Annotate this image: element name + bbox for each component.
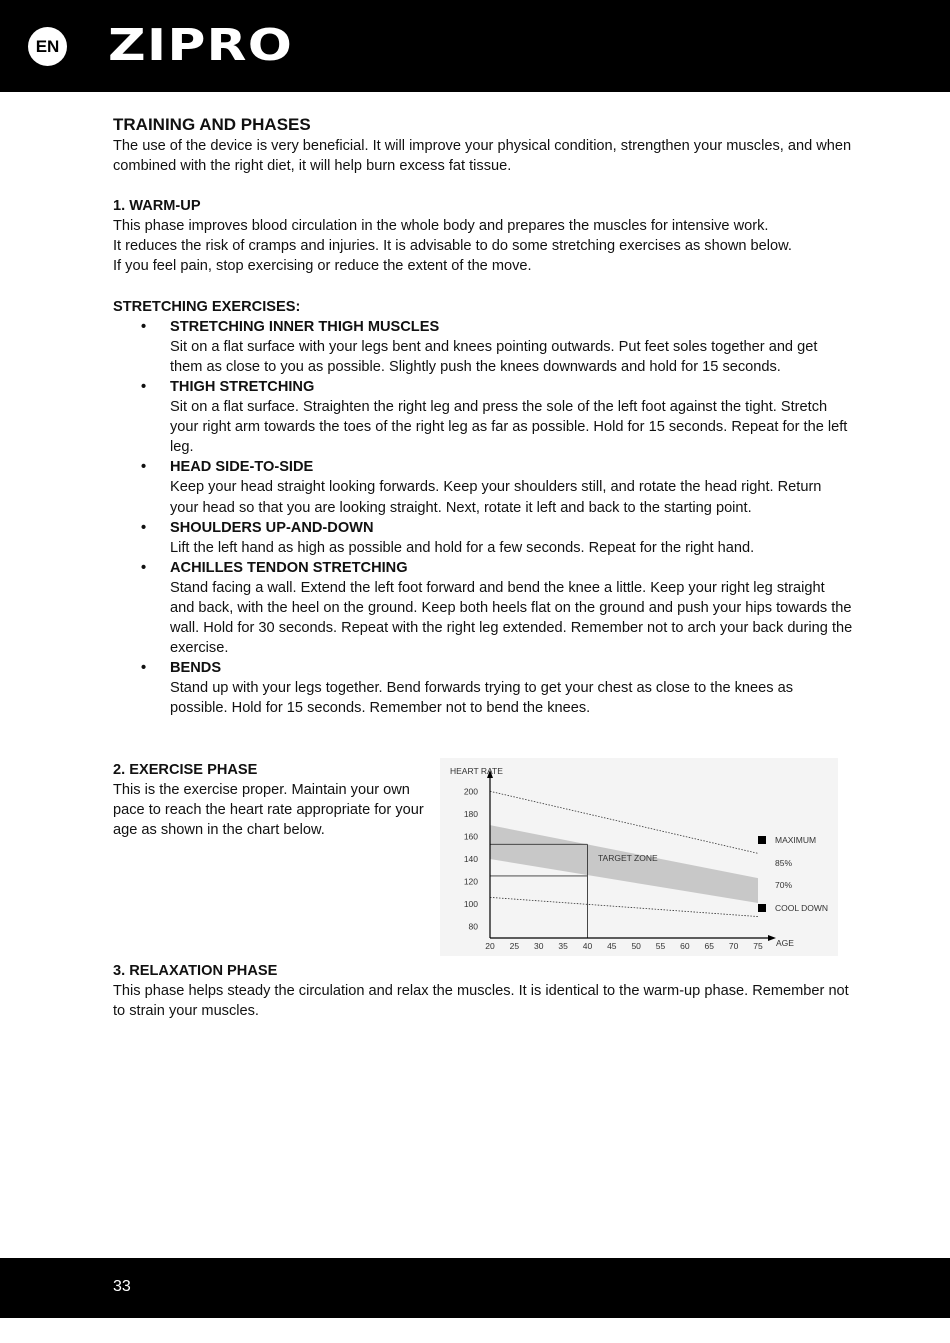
y-tick-label: 200	[463, 786, 478, 797]
warmup-line: If you feel pain, stop exercising or reduce the extent of the move.	[113, 258, 532, 275]
exercise-title: • THIGH STRETCHING	[170, 378, 315, 395]
stretching-heading: STRETCHING EXERCISES:	[113, 298, 301, 315]
language-badge: EN	[28, 27, 67, 66]
x-tick-label: 30	[533, 941, 544, 951]
y-tick-label: 180	[463, 808, 478, 819]
exercise-title: • BENDS	[170, 660, 222, 677]
exercise-title: • SHOULDERS UP-AND-DOWN	[170, 519, 374, 536]
relaxation-paragraph: This phase helps steady the circulation and relax the muscles. It is identical to the warm-up phase. Remember not to strain your muscles.	[113, 983, 849, 1020]
target-zone-band	[490, 825, 758, 903]
main-content	[113, 114, 853, 719]
list-item	[113, 317, 853, 377]
legend-marker-maximum	[758, 836, 766, 844]
x-tick-label: 20	[485, 941, 495, 951]
x-tick-label: 75	[753, 941, 763, 951]
page-title: TRAINING AND PHASES	[113, 115, 311, 134]
brand-logo: ZIPRO	[108, 20, 294, 71]
legend-label: MAXIMUM	[775, 835, 817, 845]
page-number: 33	[113, 1278, 131, 1295]
x-axis-label: AGE	[776, 938, 794, 948]
list-item	[113, 558, 853, 658]
exercise-text: Sit on a flat surface with your legs bent and knees pointing outwards. Put feet soles together and get them as close to you as possible. Slightly push the knees downwards and hold for 15 seconds.	[170, 338, 818, 375]
warmup-line: This phase improves blood circulation in the whole body and prepares the muscles for intensive work.	[113, 218, 769, 235]
intro-paragraph: The use of the device is very beneficial. It will improve your physical condition, strengthen your muscles, and when combined with the right diet, it will help burn excess fat tissue.	[113, 138, 852, 175]
x-tick-label: 25	[509, 941, 520, 951]
x-tick-label: 45	[607, 941, 617, 951]
y-tick-label: 80	[468, 921, 478, 932]
relaxation-heading: 3. RELAXATION PHASE	[113, 963, 278, 979]
exercise-title: • STRETCHING INNER THIGH MUSCLES	[170, 318, 440, 335]
x-tick-label: 35	[558, 941, 568, 951]
y-tick-label: 120	[463, 876, 478, 887]
exercise-paragraph: This is the exercise proper. Maintain your own pace to reach the heart rate appropriate for your age as shown in the chart below.	[113, 782, 424, 839]
legend-label: COOL DOWN	[775, 903, 829, 913]
x-tick-label: 40	[582, 941, 593, 951]
heart-rate-chart	[440, 758, 838, 956]
exercise-text: Stand up with your legs together. Bend forwards trying to get your chest as close to the knees as possible. Hold for 15 seconds. Remember not to bend the knees.	[170, 680, 794, 717]
legend-marker-cool-down	[758, 904, 766, 912]
legend-label: 70%	[775, 880, 793, 890]
target-zone-label: TARGET ZONE	[598, 853, 658, 863]
x-axis-arrow	[768, 935, 776, 941]
exercise-phase	[113, 760, 428, 840]
x-tick-label: 55	[655, 941, 666, 951]
series-line-cool-down	[490, 897, 758, 916]
exercise-text: Lift the left hand as high as possible and hold for a few seconds. Repeat for the right hand.	[170, 539, 755, 556]
page-footer	[0, 1258, 950, 1318]
exercise-heading: 2. EXERCISE PHASE	[113, 762, 258, 778]
x-tick-label: 70	[728, 941, 739, 951]
relaxation-phase	[113, 961, 853, 1021]
list-item	[113, 457, 853, 517]
list-item	[113, 658, 853, 718]
x-tick-label: 65	[704, 941, 715, 951]
list-item	[113, 518, 853, 558]
exercise-title: • HEAD SIDE-TO-SIDE	[170, 459, 314, 476]
y-axis-label: HEART RATE	[450, 766, 503, 776]
legend-label: 85%	[775, 858, 793, 868]
warmup-heading: 1. WARM-UP	[113, 198, 201, 215]
warmup-line: It reduces the risk of cramps and injuries. It is advisable to do some stretching exercises as shown below.	[113, 238, 792, 255]
y-tick-label: 140	[463, 854, 478, 864]
y-tick-label: 100	[463, 899, 478, 910]
page-header	[0, 0, 950, 92]
x-tick-label: 50	[631, 941, 641, 951]
y-tick-label: 160	[463, 831, 478, 842]
heart-rate-chart-svg	[440, 758, 838, 956]
exercise-text: Sit on a flat surface. Straighten the right leg and press the sole of the left foot against the tight. Stretch your right arm towards the toes of the right leg as far as possible. Hold for 15 seconds. Repeat for the left leg.	[170, 399, 848, 456]
exercise-text: Keep your head straight looking forwards. Keep your shoulders still, and rotate the head right. Return your head so that you are looking straight. Next, rotate it left and back to the starting point.	[170, 479, 822, 516]
x-tick-label: 60	[680, 941, 690, 951]
list-item	[113, 377, 853, 457]
exercise-text: Stand facing a wall. Extend the left foot forward and bend the knee a little. Keep your right leg straight and back, with the heel on the ground. Keep both heels flat on the ground and push your hips towards the wall. Hold for 30 seconds. Repeat with the right leg extended. Remember not to arch your back during the exercise.	[170, 579, 853, 657]
exercise-title: • ACHILLES TENDON STRETCHING	[170, 559, 408, 576]
stretching-list	[113, 317, 853, 719]
